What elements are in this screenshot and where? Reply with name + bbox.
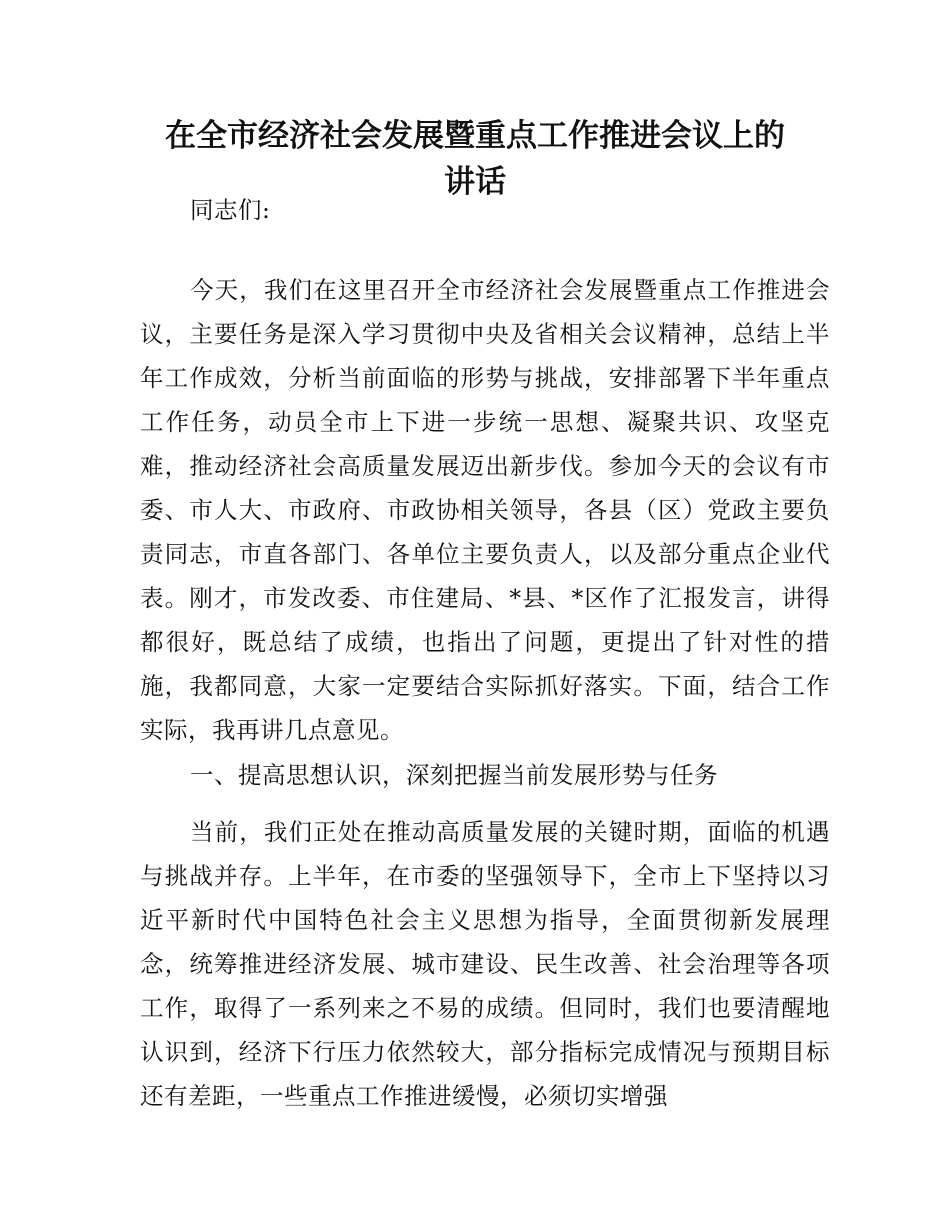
paragraph-section-1 <box>140 810 830 1118</box>
paragraph-text: 当前，我们正处在推动高质量发展的关键时期，面临的机遇与挑战并存。上半年，在市委的坚强领导下，全市上下坚持以习近平新时代中国特色社会主义思想为指导，全面贯彻新发展理念，统筹推进经济发展、城市建设、民生改善、社会治理等各项工作，取得了一系列来之不易的成绩。但同时，我们也要清醒地认识到，经济下行压力依然较大，部分指标完成情况与预期目标还有差距，一些重点工作推进缓慢，必须切实增强 <box>140 818 830 1110</box>
salutation: 同志们: <box>190 196 271 224</box>
document-title-line-1: 在全市经济社会发展暨重点工作推进会议上的 <box>165 118 785 154</box>
document-title-line-2: 讲话 <box>444 164 506 200</box>
paragraph-text: 今天，我们在这里召开全市经济社会发展暨重点工作推进会议，主要任务是深入学习贯彻中央及省相关会议精神，总结上半年工作成效，分析当前面临的形势与挑战，安排部署下半年重点工作任务，动员全市上下进一步统一思想、凝聚共识、攻坚克难，推动经济社会高质量发展迈出新步伐。参加今天的会议有市委、市人大、市政府、市政协相关领导，各县（区）党政主要负责同志，市直各部门、各单位主要负责人，以及部分重点企业代表。刚才，市发改委、市住建局、*县、*区作了汇报发言，讲得都很好，既总结了成绩，也指出了问题，更提出了针对性的措施，我都同意，大家一定要结合实际抓好落实。下面，结合工作实际，我再讲几点意见。 <box>140 276 830 744</box>
paragraph-opening <box>140 268 830 752</box>
section-heading-1: 一、提高思想认识，深刻把握当前发展形势与任务 <box>190 761 718 789</box>
